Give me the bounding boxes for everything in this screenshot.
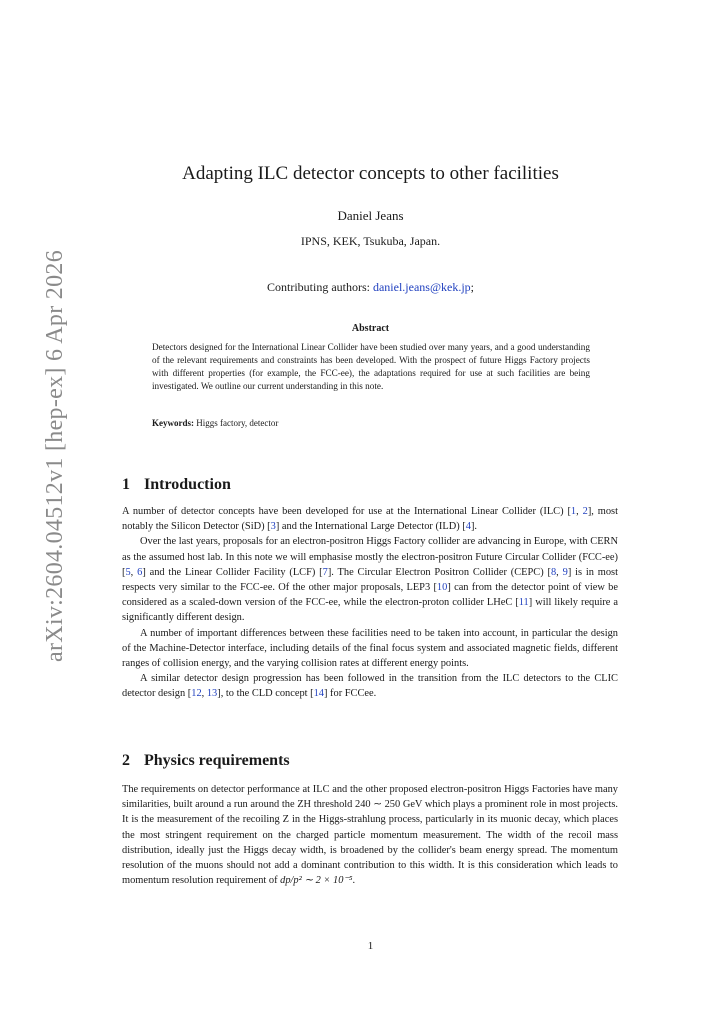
citation-link[interactable]: 13 [206,688,218,700]
paragraph: A number of important differences between these facilities need to be taken into account, in particular the design of the Machine-Detector interface, including details of the final focus system and associated magnetic fields, different ranges of collision energy, and the varying collision rates at different energy points. [122,627,618,670]
arxiv-identifier-stamp: arXiv:2604.04512v1 [hep-ex] 6 Apr 2026 [42,250,68,662]
citation-link[interactable]: 9 [562,566,568,578]
paragraph: Over the last years, proposals for an electron-positron Higgs Factory collider are advancing in Europe, with CERN as the assumed host lab. In this note we will emphasise mostly the electron-positron Future Circular Collider (FCC-ee) [5, 6] and the Linear Collider Facility (LCF) [7]. The Circular Electron Positron Collider (CEPC) [8, 9] is in most respects very similar to the FCC-ee. Of the other major proposals, LEP3 [10] can from the detector point of view be considered as a scaled-down version of the FCC-ee, while the electron-proton collider LHeC [11] will likely require a significantly different design. [122,536,618,624]
citation-link[interactable]: 7 [322,566,328,578]
section-title: Introduction [144,476,231,493]
paper-title: Adapting ILC detector concepts to other facilities [182,163,559,184]
author-email-link[interactable]: daniel.jeans@kek.jp [372,280,471,294]
section-title: Physics requirements [144,752,290,769]
contributing-authors [0,280,721,295]
citation-link[interactable]: 1 [570,506,577,517]
citation-link[interactable]: 8 [550,566,557,578]
section-body-introduction [122,504,618,702]
section-number: 2 [122,752,130,769]
citation-link[interactable]: 3 [270,521,276,533]
citation-link[interactable]: 10 [436,582,448,594]
citation-link[interactable]: 4 [465,521,471,533]
citation-link[interactable]: 5 [125,566,131,578]
section-body-physics-requirements [122,782,618,888]
citation-link[interactable]: 14 [313,688,324,700]
keywords-text: Higgs factory, detector [194,418,279,428]
section-number: 1 [122,476,130,493]
citation-link[interactable]: 2 [582,506,588,517]
keywords-label: Keywords: [152,418,194,428]
abstract-text: Detectors designed for the International Linear Collider have been studied over many years, and a good understanding of the relevant requirements and constraints has been developed. With the prospect of future Higgs Factory projects with different properties (for example, the FCC-ee), the adaptations required for use at such facilities are being investigated. We outline our current understanding in this note. [152,342,590,391]
section-heading-introduction [122,476,231,494]
contributing-suffix: ; [470,280,475,294]
page-number: 1 [367,940,374,952]
citation-link[interactable]: 12 [191,688,202,700]
contributing-label: Contributing authors: [266,280,373,294]
section-heading-physics-requirements [122,752,290,770]
paragraph: The requirements on detector performance at ILC and the other proposed electron-positron Higgs Factories have many similarities, built around a run around the ZH threshold 240 ∼ 250 GeV which plays a prominent role in most projects. It is the measurement of the recoiling Z in the Higgs-strahlung process, particularly in its muonic decay, which places the most stringent requirement on the charged particle momentum measurement. The width of the recoil mass distribution, ideally just the Higgs decay width, is broadened by the collider's beam energy spread. The momentum resolution of the muons should not add a dominant contribution to this width. It is this consideration which leads to momentum resolution requirement of dp/p² ∼ 2 × 10⁻⁵. [122,784,618,887]
abstract-heading: Abstract [351,323,390,334]
keywords-line [152,418,590,428]
paragraph: A similar detector design progression has been followed in the transition from the ILC detectors to the CLIC detector design [12, 13], to the CLD concept [14] for FCCee. [122,673,618,700]
author-name: Daniel Jeans [337,208,404,223]
citation-link[interactable]: 6 [137,566,143,578]
citation-link[interactable]: 11 [518,597,529,609]
author-affiliation: IPNS, KEK, Tsukuba, Japan. [300,234,441,248]
math-expression: dp/p² ∼ 2 × 10⁻⁵ [280,875,353,887]
paragraph: A number of detector concepts have been developed for use at the International Linear Collider (ILC) [1, 2], most notably the Silicon Detector (SiD) [3] and the International Large Detector (ILD) [4]. [122,506,618,533]
